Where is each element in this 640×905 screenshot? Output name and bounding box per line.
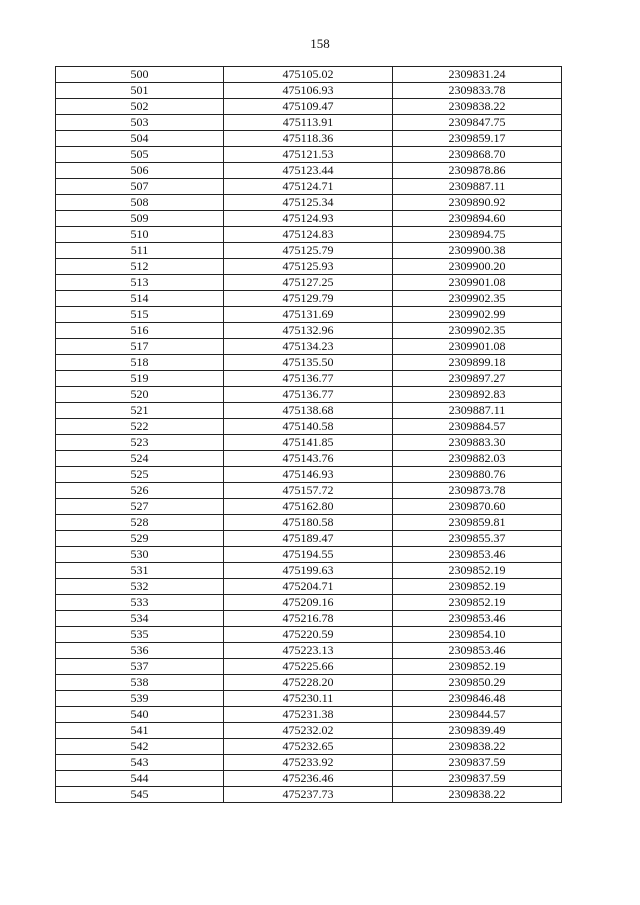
- point-number-cell: 543: [56, 755, 224, 771]
- table-row: [56, 403, 562, 419]
- y-coordinate-cell: 2309852.19: [393, 659, 562, 675]
- x-coordinate-cell: 475199.63: [224, 563, 393, 579]
- table-row: [56, 531, 562, 547]
- y-coordinate-cell: 2309837.59: [393, 771, 562, 787]
- y-coordinate-cell: 2309870.60: [393, 499, 562, 515]
- table-row: [56, 163, 562, 179]
- point-number-cell: 529: [56, 531, 224, 547]
- y-coordinate-cell: 2309873.78: [393, 483, 562, 499]
- table-row: [56, 211, 562, 227]
- x-coordinate-cell: 475231.38: [224, 707, 393, 723]
- x-coordinate-cell: 475189.47: [224, 531, 393, 547]
- x-coordinate-cell: 475230.11: [224, 691, 393, 707]
- x-coordinate-cell: 475105.02: [224, 67, 393, 83]
- point-number-cell: 510: [56, 227, 224, 243]
- x-coordinate-cell: 475127.25: [224, 275, 393, 291]
- y-coordinate-cell: 2309880.76: [393, 467, 562, 483]
- point-number-cell: 502: [56, 99, 224, 115]
- y-coordinate-cell: 2309902.35: [393, 323, 562, 339]
- x-coordinate-cell: 475232.02: [224, 723, 393, 739]
- x-coordinate-cell: 475118.36: [224, 131, 393, 147]
- y-coordinate-cell: 2309878.86: [393, 163, 562, 179]
- y-coordinate-cell: 2309894.75: [393, 227, 562, 243]
- y-coordinate-cell: 2309900.20: [393, 259, 562, 275]
- y-coordinate-cell: 2309882.03: [393, 451, 562, 467]
- y-coordinate-cell: 2309855.37: [393, 531, 562, 547]
- point-number-cell: 542: [56, 739, 224, 755]
- table-row: [56, 83, 562, 99]
- point-number-cell: 535: [56, 627, 224, 643]
- y-coordinate-cell: 2309838.22: [393, 787, 562, 803]
- point-number-cell: 500: [56, 67, 224, 83]
- y-coordinate-cell: 2309887.11: [393, 179, 562, 195]
- table-row: [56, 595, 562, 611]
- table-row: [56, 371, 562, 387]
- point-number-cell: 507: [56, 179, 224, 195]
- table-row: [56, 131, 562, 147]
- table-row: [56, 723, 562, 739]
- y-coordinate-cell: 2309890.92: [393, 195, 562, 211]
- table-row: [56, 579, 562, 595]
- x-coordinate-cell: 475157.72: [224, 483, 393, 499]
- x-coordinate-cell: 475106.93: [224, 83, 393, 99]
- table-row: [56, 243, 562, 259]
- y-coordinate-cell: 2309847.75: [393, 115, 562, 131]
- y-coordinate-cell: 2309899.18: [393, 355, 562, 371]
- table-row: [56, 323, 562, 339]
- table-row: [56, 563, 562, 579]
- x-coordinate-cell: 475180.58: [224, 515, 393, 531]
- coordinates-table-body: [56, 67, 562, 803]
- point-number-cell: 523: [56, 435, 224, 451]
- table-row: [56, 355, 562, 371]
- table-row: [56, 147, 562, 163]
- x-coordinate-cell: 475143.76: [224, 451, 393, 467]
- point-number-cell: 512: [56, 259, 224, 275]
- point-number-cell: 530: [56, 547, 224, 563]
- table-row: [56, 643, 562, 659]
- table-row: [56, 627, 562, 643]
- x-coordinate-cell: 475138.68: [224, 403, 393, 419]
- point-number-cell: 511: [56, 243, 224, 259]
- x-coordinate-cell: 475209.16: [224, 595, 393, 611]
- y-coordinate-cell: 2309897.27: [393, 371, 562, 387]
- y-coordinate-cell: 2309853.46: [393, 547, 562, 563]
- x-coordinate-cell: 475220.59: [224, 627, 393, 643]
- table-row: [56, 611, 562, 627]
- x-coordinate-cell: 475123.44: [224, 163, 393, 179]
- x-coordinate-cell: 475146.93: [224, 467, 393, 483]
- y-coordinate-cell: 2309892.83: [393, 387, 562, 403]
- x-coordinate-cell: 475225.66: [224, 659, 393, 675]
- table-row: [56, 451, 562, 467]
- point-number-cell: 539: [56, 691, 224, 707]
- y-coordinate-cell: 2309833.78: [393, 83, 562, 99]
- y-coordinate-cell: 2309839.49: [393, 723, 562, 739]
- coordinates-table: [55, 66, 562, 803]
- y-coordinate-cell: 2309831.24: [393, 67, 562, 83]
- table-row: [56, 467, 562, 483]
- y-coordinate-cell: 2309844.57: [393, 707, 562, 723]
- table-row: [56, 275, 562, 291]
- table-row: [56, 435, 562, 451]
- point-number-cell: 503: [56, 115, 224, 131]
- point-number-cell: 522: [56, 419, 224, 435]
- table-row: [56, 739, 562, 755]
- y-coordinate-cell: 2309901.08: [393, 275, 562, 291]
- x-coordinate-cell: 475236.46: [224, 771, 393, 787]
- y-coordinate-cell: 2309850.29: [393, 675, 562, 691]
- point-number-cell: 519: [56, 371, 224, 387]
- table-row: [56, 771, 562, 787]
- x-coordinate-cell: 475141.85: [224, 435, 393, 451]
- table-row: [56, 99, 562, 115]
- x-coordinate-cell: 475113.91: [224, 115, 393, 131]
- y-coordinate-cell: 2309852.19: [393, 595, 562, 611]
- x-coordinate-cell: 475136.77: [224, 371, 393, 387]
- x-coordinate-cell: 475125.34: [224, 195, 393, 211]
- point-number-cell: 516: [56, 323, 224, 339]
- y-coordinate-cell: 2309868.70: [393, 147, 562, 163]
- point-number-cell: 526: [56, 483, 224, 499]
- point-number-cell: 528: [56, 515, 224, 531]
- point-number-cell: 509: [56, 211, 224, 227]
- table-row: [56, 691, 562, 707]
- point-number-cell: 518: [56, 355, 224, 371]
- point-number-cell: 525: [56, 467, 224, 483]
- point-number-cell: 532: [56, 579, 224, 595]
- y-coordinate-cell: 2309883.30: [393, 435, 562, 451]
- y-coordinate-cell: 2309902.35: [393, 291, 562, 307]
- table-row: [56, 339, 562, 355]
- point-number-cell: 504: [56, 131, 224, 147]
- table-row: [56, 515, 562, 531]
- point-number-cell: 517: [56, 339, 224, 355]
- point-number-cell: 527: [56, 499, 224, 515]
- x-coordinate-cell: 475124.83: [224, 227, 393, 243]
- x-coordinate-cell: 475109.47: [224, 99, 393, 115]
- y-coordinate-cell: 2309887.11: [393, 403, 562, 419]
- point-number-cell: 515: [56, 307, 224, 323]
- point-number-cell: 505: [56, 147, 224, 163]
- point-number-cell: 520: [56, 387, 224, 403]
- point-number-cell: 533: [56, 595, 224, 611]
- table-row: [56, 307, 562, 323]
- x-coordinate-cell: 475223.13: [224, 643, 393, 659]
- y-coordinate-cell: 2309852.19: [393, 579, 562, 595]
- x-coordinate-cell: 475232.65: [224, 739, 393, 755]
- x-coordinate-cell: 475216.78: [224, 611, 393, 627]
- table-row: [56, 675, 562, 691]
- x-coordinate-cell: 475204.71: [224, 579, 393, 595]
- point-number-cell: 544: [56, 771, 224, 787]
- table-row: [56, 67, 562, 83]
- y-coordinate-cell: 2309852.19: [393, 563, 562, 579]
- table-row: [56, 291, 562, 307]
- table-row: [56, 707, 562, 723]
- table-row: [56, 659, 562, 675]
- point-number-cell: 534: [56, 611, 224, 627]
- point-number-cell: 513: [56, 275, 224, 291]
- y-coordinate-cell: 2309838.22: [393, 739, 562, 755]
- x-coordinate-cell: 475132.96: [224, 323, 393, 339]
- x-coordinate-cell: 475121.53: [224, 147, 393, 163]
- point-number-cell: 531: [56, 563, 224, 579]
- table-row: [56, 419, 562, 435]
- point-number-cell: 501: [56, 83, 224, 99]
- x-coordinate-cell: 475162.80: [224, 499, 393, 515]
- point-number-cell: 514: [56, 291, 224, 307]
- y-coordinate-cell: 2309894.60: [393, 211, 562, 227]
- x-coordinate-cell: 475194.55: [224, 547, 393, 563]
- table-row: [56, 547, 562, 563]
- x-coordinate-cell: 475233.92: [224, 755, 393, 771]
- x-coordinate-cell: 475131.69: [224, 307, 393, 323]
- table-row: [56, 483, 562, 499]
- table-row: [56, 195, 562, 211]
- table-row: [56, 259, 562, 275]
- y-coordinate-cell: 2309846.48: [393, 691, 562, 707]
- x-coordinate-cell: 475129.79: [224, 291, 393, 307]
- table-row: [56, 787, 562, 803]
- table-row: [56, 179, 562, 195]
- x-coordinate-cell: 475124.93: [224, 211, 393, 227]
- y-coordinate-cell: 2309884.57: [393, 419, 562, 435]
- table-row: [56, 227, 562, 243]
- y-coordinate-cell: 2309854.10: [393, 627, 562, 643]
- x-coordinate-cell: 475228.20: [224, 675, 393, 691]
- table-row: [56, 387, 562, 403]
- x-coordinate-cell: 475125.79: [224, 243, 393, 259]
- table-row: [56, 755, 562, 771]
- x-coordinate-cell: 475124.71: [224, 179, 393, 195]
- y-coordinate-cell: 2309853.46: [393, 611, 562, 627]
- y-coordinate-cell: 2309901.08: [393, 339, 562, 355]
- x-coordinate-cell: 475134.23: [224, 339, 393, 355]
- x-coordinate-cell: 475140.58: [224, 419, 393, 435]
- point-number-cell: 545: [56, 787, 224, 803]
- x-coordinate-cell: 475136.77: [224, 387, 393, 403]
- y-coordinate-cell: 2309859.81: [393, 515, 562, 531]
- point-number-cell: 524: [56, 451, 224, 467]
- point-number-cell: 521: [56, 403, 224, 419]
- y-coordinate-cell: 2309859.17: [393, 131, 562, 147]
- y-coordinate-cell: 2309902.99: [393, 307, 562, 323]
- y-coordinate-cell: 2309900.38: [393, 243, 562, 259]
- x-coordinate-cell: 475237.73: [224, 787, 393, 803]
- point-number-cell: 536: [56, 643, 224, 659]
- y-coordinate-cell: 2309853.46: [393, 643, 562, 659]
- x-coordinate-cell: 475135.50: [224, 355, 393, 371]
- y-coordinate-cell: 2309838.22: [393, 99, 562, 115]
- point-number-cell: 537: [56, 659, 224, 675]
- y-coordinate-cell: 2309837.59: [393, 755, 562, 771]
- point-number-cell: 508: [56, 195, 224, 211]
- point-number-cell: 538: [56, 675, 224, 691]
- point-number-cell: 541: [56, 723, 224, 739]
- table-row: [56, 115, 562, 131]
- page-number: 158: [310, 36, 330, 51]
- table-row: [56, 499, 562, 515]
- x-coordinate-cell: 475125.93: [224, 259, 393, 275]
- point-number-cell: 540: [56, 707, 224, 723]
- point-number-cell: 506: [56, 163, 224, 179]
